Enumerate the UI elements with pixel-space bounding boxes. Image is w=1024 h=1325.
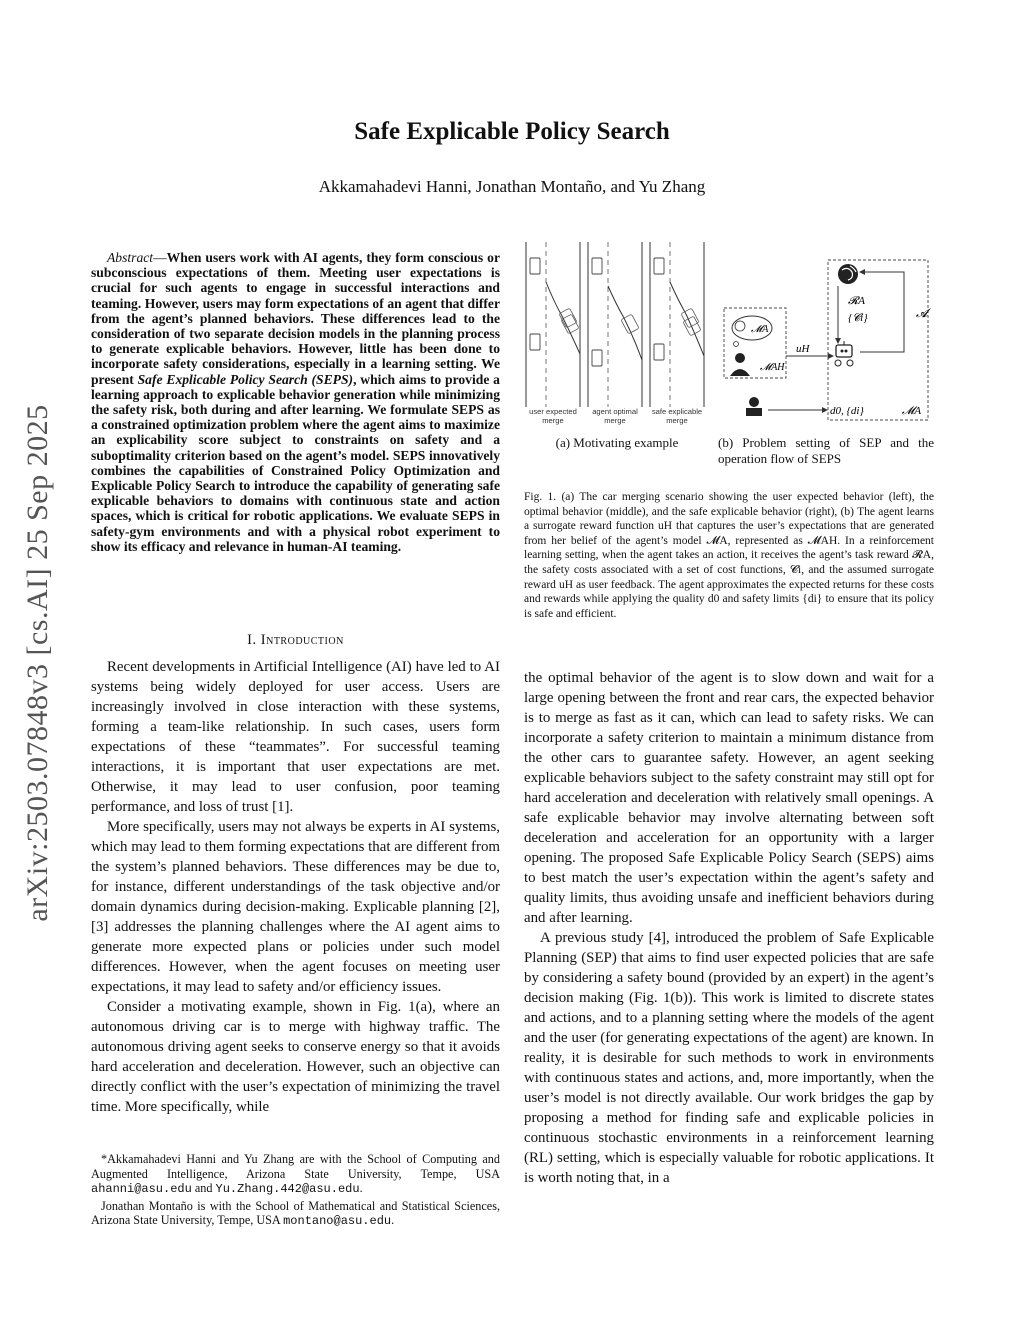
symbol-RA: 𝓡A <box>848 295 865 307</box>
arxiv-identifier <box>14 378 62 948</box>
abstract-emphasis: Safe Explicable Policy Search (SEPS) <box>137 371 354 387</box>
symbol-uH: uH <box>796 343 810 355</box>
abstract-lead: Abstract <box>107 250 154 265</box>
email-link[interactable]: montano@asu.edu <box>283 1214 392 1229</box>
email-link[interactable]: Yu.Zhang.442@asu.edu <box>215 1182 360 1197</box>
robot-icon <box>835 341 853 366</box>
right-column-body <box>524 668 934 1188</box>
symbol-MA: 𝓜A <box>902 405 922 417</box>
lane-panel-agent-optimal <box>588 242 642 407</box>
expert-icon <box>746 397 762 416</box>
section-heading <box>91 632 500 649</box>
paragraph: More specifically, users may not always be experts in AI systems, which may lead to them forming expectations that are different from the system’s planned behaviors. These differences may be due to, for instance, different understandings of the task objective and/or domain dynamics during decision-making. Explicable planning [2], [3] addresses the planning challenges where the AI agent aims to generate more expected plans or policies under such model differences. However, when the agent focuses on meeting user expectations, it may lead to safety and/or efficiency issues. <box>91 819 500 995</box>
globe-icon <box>838 264 858 284</box>
agent-model-box <box>828 260 928 420</box>
abstract-text-2: , which aims to provide a learning approach to explicable behavior generation while minimizing the safety risk, both during and after learning. We formulate SEPS as a constrained optimization problem where the agent aims to maximize an explicability score subject to constraints on safety and a suboptimality criterion based on the agent’s model. SEPS innovatively combines the capabilities of Constrained Policy Optimization and Explicable Policy Search to introduce the capability of generating safe explicable behaviors to domains with continuous state and action spaces, which is critical for robotic applications. We evaluate SEPS in safety-gym environments and with a physical robot experiment to show its efficacy and relevance in human-AI teaming. <box>91 371 500 554</box>
footnote-text: *Akkamahadevi Hanni and Yu Zhang are with the School of Computing and Augmented Intelligence, Arizona State University, Tempe, USA <box>91 1152 500 1181</box>
abstract <box>91 250 500 554</box>
paragraph: A previous study [4], introduced the problem of Safe Explicable Planning (SEP) that aims to find user expected policies that are safe by considering a safety bound (provided by an expert) in the agent’s decision making (Fig. 1(b)). This work is limited to discrete states and actions, and to a planning setting where the models of the agent and the user (for generating expectations of the agent) are known. In reality, it is desirable for such methods to work in environments with continuous states and actions, and, more importantly, when the user’s model is not directly available. Our work bridges the gap by proposing a method for finding safe and explicable policies in continuous stochastic environments in a reinforcement learning (RL) setting, which is especially valuable for robotic applications. It is worth noting that, in a <box>524 930 934 1186</box>
paragraph: the optimal behavior of the agent is to slow down and wait for a large opening between the front and rear cars, the expected behavior is to merge as fast as it can, which can lead to safety risks. We can incorporate a safety criterion to maintain a minimum distance from the other cars to guarantee safety. However, an agent seeking explicable behaviors subject to the safety constraint may still opt for hard acceleration and deceleration with relatively small openings. A safe explicable behavior may involve alternating between soft deceleration and acceleration for an opportunity with a larger opening. The proposed Safe Explicable Policy Search (SEPS) aims to best match the user’s expectation within the agent’s safety and quality limits, thus avoiding unsafe and inefficient behaviors during and after learning. <box>524 670 934 926</box>
symbol-MAH: 𝓜AH <box>760 362 785 373</box>
lane-label: user expected <box>529 407 577 416</box>
lane-panel-user-expected <box>526 242 580 407</box>
lane-label: merge <box>604 416 626 425</box>
footnote-affiliation-1 <box>91 1152 500 1197</box>
figure-1b-caption: (b) Problem setting of SEP and the operation flow of SEPS <box>718 435 934 466</box>
lane-label: merge <box>542 416 564 425</box>
paragraph: Recent developments in Artificial Intelligence (AI) have led to AI systems being widely deployed for user access. Users are increasingly involved in close interaction with these systems, forming a team-like relationship. In such cases, users form expectations of these “teammates”. For successful teaming interactions, it is important that user expectations are met. Otherwise, it may lead to user confusion, poor teaming performance, and loss of trust [1]. <box>91 659 500 815</box>
user-icon <box>730 353 750 376</box>
footnote-and: and <box>191 1181 216 1196</box>
footnote <box>91 1152 500 1231</box>
paragraph: Consider a motivating example, shown in Fig. 1(a), where an autonomous driving car is to merge with highway traffic. The autonomous driving agent seeks to conserve energy so that it avoids hard acceleration and deceleration. However, such an objective can directly conflict with the user’s expectation of minimizing the travel time. More specifically, while <box>91 999 500 1115</box>
figure-1a-caption: (a) Motivating example <box>555 435 679 450</box>
arxiv-identifier-text: arXiv:2503.07848v3 [cs.AI] 25 Sep 2025 <box>21 404 54 922</box>
lane-label: merge <box>666 416 688 425</box>
symbol-MA-cloud: 𝓜A <box>751 324 769 335</box>
figure-1a-motivating-example <box>524 242 710 428</box>
symbol-A: 𝓐 <box>916 306 928 320</box>
figure-1b-problem-setting <box>718 242 934 428</box>
symbol-d: d0, {di} <box>830 405 864 417</box>
left-column-body <box>91 657 500 1117</box>
footnote-affiliation-2 <box>91 1199 500 1229</box>
lane-label: safe explicable <box>651 407 703 416</box>
figure-1-caption: Fig. 1. (a) The car merging scenario showing the user expected behavior (left), the optimal behavior (middle), and the safe explicable behavior (right), (b) The agent learns a surrogate reward function uH that captures the user’s expectations that are generated from her belief of the agent’s model 𝓜A, represented as 𝓜AH. In a reinforcement learning setting, when the agent takes an action, it receives the agent’s task reward 𝓡A, the safety costs associated with a set of cost functions, 𝓒i, and the assumed surrogate reward uH as user feedback. The agent approximates the expected returns for these costs and rewards while applying the quality d0 and safety limits {di} to ensure that its policy is safe and efficient. <box>524 491 934 620</box>
footnote-punct: . <box>359 1181 363 1196</box>
symbol-Ci: {𝓒i} <box>848 312 868 324</box>
lane-panel-safe-explicable <box>650 242 704 407</box>
abstract-text-1: When users work with AI agents, they form conscious or subconscious expectations of them. Meeting user expectations is crucial for such agents to engage in successful interactions and teaming. However, users may form expectations of an agent that differ from the agent’s planned behaviors. These differences lead to the consideration of two separate decision models in the planning process to generate explicable behaviors. However, little has been done to incorporate safety considerations, especially in a learning setting. We present <box>91 250 500 387</box>
paper-title: Safe Explicable Policy Search <box>354 118 670 145</box>
email-link[interactable]: ahanni@asu.edu <box>91 1182 192 1197</box>
section-name: Introduction <box>260 632 344 648</box>
footnote-punct: . <box>391 1213 395 1228</box>
abstract-dash: — <box>153 250 167 265</box>
section-number: I. <box>247 632 257 648</box>
lane-label: agent optimal <box>592 407 638 416</box>
footnote-text: Jonathan Montaño is with the School of Mathematical and Statistical Sciences, Arizona State University, Tempe, USA <box>91 1198 500 1228</box>
paper-authors: Akkamahadevi Hanni, Jonathan Montaño, and Yu Zhang <box>318 177 706 196</box>
